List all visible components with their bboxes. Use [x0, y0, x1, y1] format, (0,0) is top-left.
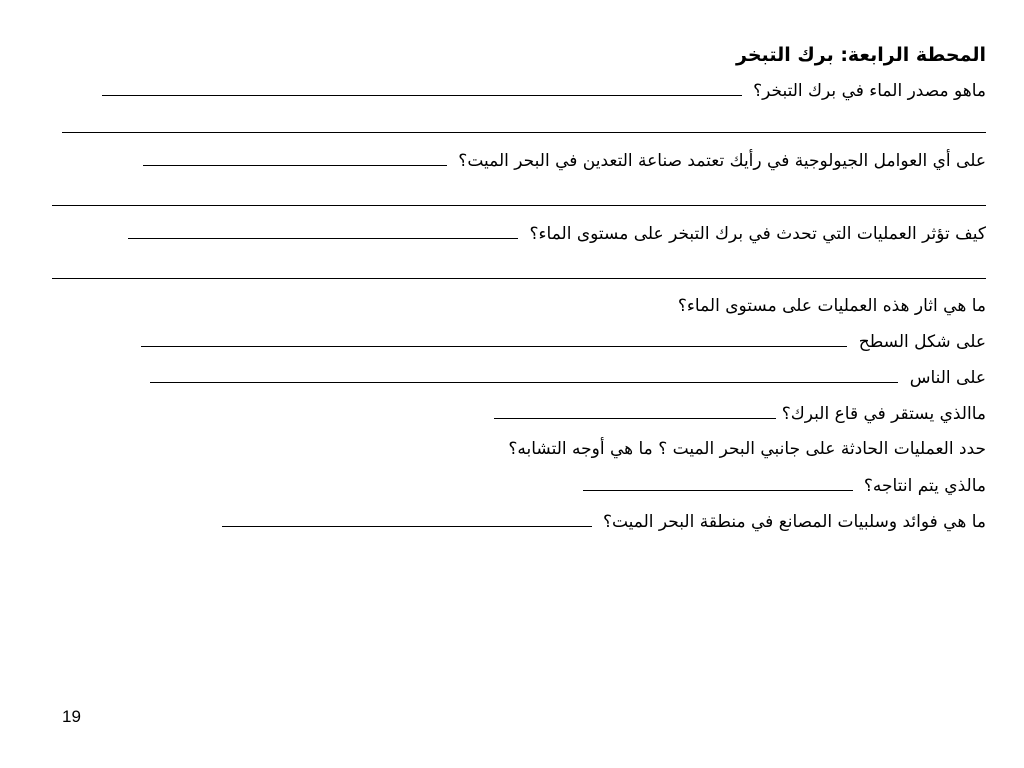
answer-blank-7[interactable] — [583, 476, 853, 491]
question-4a-text: على شكل السطح — [858, 332, 986, 352]
answer-line-2b[interactable] — [52, 205, 986, 206]
answer-blank-5[interactable] — [494, 404, 776, 419]
answer-blank-8[interactable] — [222, 512, 592, 527]
question-2-text: على أي العوامل الجيولوجية في رأيك تعتمد صناعة التعدين في البحر الميت؟ — [458, 151, 986, 171]
page-number: 19 — [62, 707, 81, 726]
answer-blank-1[interactable] — [102, 81, 742, 96]
question-row-3 — [128, 223, 986, 245]
question-row-2 — [143, 150, 986, 172]
question-4-text: ما هي اثار هذه العمليات على مستوى الماء؟ — [677, 296, 986, 316]
question-4b-text: على الناس — [909, 368, 986, 388]
question-3-text: كيف تؤثر العمليات التي تحدث في برك التبخر على مستوى الماء؟ — [529, 224, 986, 244]
question-1-text: ماهو مصدر الماء في برك التبخر؟ — [753, 81, 986, 101]
question-8-text: ما هي فوائد وسلبيات المصانع في منطقة البحر الميت؟ — [602, 512, 986, 532]
question-row-4a — [141, 331, 986, 353]
question-row-5 — [494, 403, 986, 425]
answer-blank-2[interactable] — [143, 151, 447, 166]
question-row-1 — [102, 80, 986, 102]
question-row-8 — [222, 511, 986, 533]
question-6-text: حدد العمليات الحادثة على جانبي البحر الميت ؟ ما هي أوجه التشابه؟ — [508, 439, 986, 459]
answer-line-3b[interactable] — [52, 278, 986, 279]
answer-blank-3[interactable] — [128, 224, 518, 239]
answer-line-1b[interactable] — [62, 132, 986, 133]
question-row-7 — [583, 475, 987, 497]
answer-blank-4b[interactable] — [150, 368, 898, 383]
question-5-text: ماالذي يستقر في قاع البرك؟ — [781, 404, 986, 424]
answer-blank-4a[interactable] — [141, 332, 847, 347]
question-7-text: مالذي يتم انتاجه؟ — [863, 476, 986, 496]
station-title: المحطة الرابعة: برك التبخر — [736, 44, 986, 66]
question-row-4b — [150, 367, 986, 389]
